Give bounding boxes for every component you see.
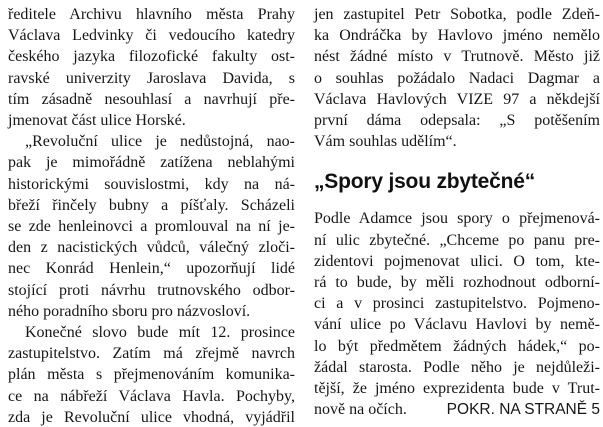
text-line: ravské univerzity Jaroslava Davida, s — [8, 69, 295, 87]
text-line: Václava Ledvinky či vedoucího katedry — [8, 27, 295, 45]
continued-on-page-label: POKR. NA STRANĚ 5 — [446, 401, 600, 419]
text-line: „Revoluční ulice je nedůstojná, nao- — [25, 133, 295, 151]
section-heading: „Spory jsou zbytečné“ — [314, 170, 536, 194]
text-line: Podle Adamce jsou spory o přejmenová- — [314, 210, 600, 228]
text-line: ní ulic zbytečné. „Chceme po panu pre- — [314, 231, 600, 249]
text-line: se zde henleinovci a promlouval na ní je- — [8, 218, 295, 236]
text-line: jen zastupitel Petr Sobotka, podle Zdeň- — [314, 6, 600, 23]
text-line: tím zásadně nesouhlasí a navrhují pře- — [8, 90, 295, 108]
text-line: Konečné slovo bude mít 12. prosince — [25, 324, 295, 342]
text-line: ného poradního sboru pro názvosloví. — [8, 302, 251, 320]
text-line: historickými souvislostmi, kdy na ná- — [8, 175, 295, 193]
text-line: Vám souhlas udělím“. — [314, 133, 457, 151]
text-line: vání ulice po Václavu Havlovi by nemě- — [314, 316, 600, 334]
text-line: stojící proti návrhu trutnovského odbor- — [8, 281, 295, 299]
text-line: lo být předmětem žádných hádek,“ po- — [314, 337, 600, 355]
text-line: o souhlas požádalo Nadaci Dagmar a — [314, 69, 600, 87]
text-line: jmenovat část ulice Horské. — [8, 112, 186, 130]
text-line: pak je mimořádně zatížena neblahými — [8, 154, 295, 172]
text-line: ředitele Archivu hlavního města Prahy — [8, 6, 295, 23]
text-line: ci a v prosinci zastupitelstvo. Pojmeno- — [314, 295, 600, 313]
text-line: rá to bude, by měli rozhodnout odborní- — [314, 274, 600, 292]
column-left — [8, 4, 295, 427]
text-line: nést žádné místo v Trutnově. Město již — [314, 48, 600, 66]
text-line: nec Konrád Henlein,“ upozorňují lidé — [8, 260, 295, 278]
text-line: zastupitelstvo. Zatím má zřejmě navrch — [8, 345, 295, 363]
text-line: českého jazyka filozofické fakulty ost- — [8, 48, 295, 66]
text-line: břeží řinčely bubny a píšťaly. Scházeli — [8, 196, 295, 214]
column-right — [314, 4, 600, 427]
paragraph-end-text: nově na očích. — [314, 401, 407, 419]
text-line: Václava Havlových VIZE 97 a někdejší — [314, 90, 600, 108]
text-line: ka Ondráčka by Havlovo jméno nemělo — [314, 27, 600, 45]
continuation-line — [314, 399, 600, 420]
text-line: ce na nábřeží Václava Havla. Pochyby, — [8, 387, 295, 405]
text-line: žádal starosta. Podle něho je nejdůleži- — [314, 358, 600, 376]
text-line: zda je Revoluční ulice vhodná, vyjádřil — [8, 408, 295, 426]
text-line: den z nacistických vůdců, válečný zloči- — [8, 239, 295, 257]
text-line: tější, že jméno exprezidenta bude v Trut- — [314, 380, 600, 398]
text-line: plán města s přejmenováním komunika- — [8, 366, 295, 384]
text-line: zidentovi pojmenovat ulici. O tom, kte- — [314, 252, 600, 270]
text-line: první dáma odepsala: „S potěšením — [314, 112, 600, 130]
